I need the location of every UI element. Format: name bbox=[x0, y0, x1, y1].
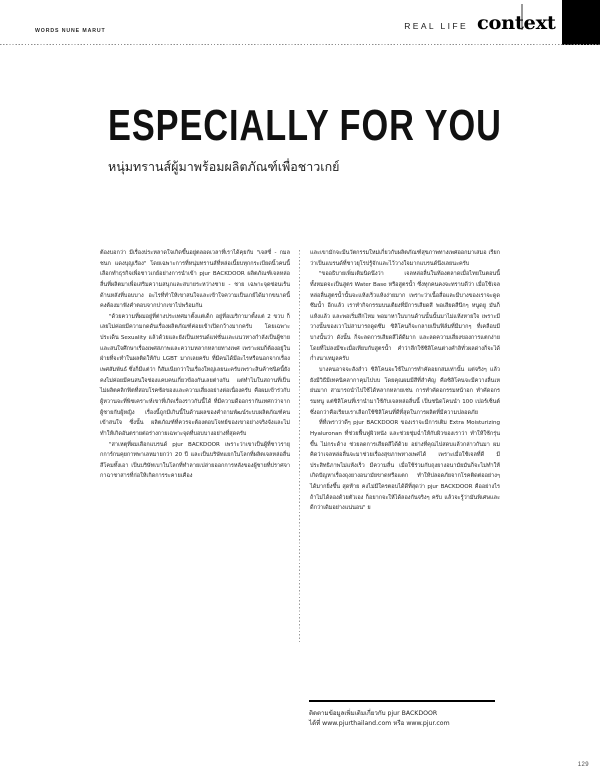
page-header bbox=[0, 0, 600, 46]
title-block bbox=[108, 101, 508, 175]
article-subtitle: หนุ่มทรานส์ผู้มาพร้อมผลิตภัณฑ์เพื่อชาวเกย์ bbox=[108, 159, 340, 174]
body-paragraph: และเขามักจะมีนวัตกรรมใหม่เกี่ยวกับผลิตภัณฑ์สุขภาพทางเพศออกมาเสมอ เรียกว่าเป็นแบรนด์ที่ชาวยุโรปรู้จักและไว้วางใจมากแบรนด์นึงเลยนะครับ bbox=[310, 250, 500, 267]
masthead-kicker: REAL LIFE bbox=[404, 21, 469, 31]
author-byline: WORDS NUNE MARUT bbox=[35, 28, 106, 34]
contact-line-brand: ติดตามข้อมูลเพิ่มเติมเกี่ยวกับ pjur BACKDOOR bbox=[309, 710, 438, 718]
body-paragraph: "สาเหตุที่ผมเลือกแบรนด์ pjur BACKDOOR เพราะว่าเขาเป็นผู้ที่ชาวรายุกการ์กนคุยกาทพาเลหมายกว่า 20 ปี และเป็นบริษัทแยกในโลกที่ผลิตเจลหล่อลื่นสีโคมทั้งเอา เป็นบริษัทเบาในโลกที่ทำลายเปล่ายออกการหลังของผู้ชายที่ปราศจากาฉาชาสารที่ก่อให้เกิดการระคายเคือง bbox=[100, 441, 290, 480]
masthead-section-title: context bbox=[477, 12, 556, 34]
header-dotted-rule bbox=[0, 44, 600, 45]
contact-line-website[interactable]: ได้ที่ www.pjurthailand.com หรือ www.pjur.com bbox=[309, 720, 450, 728]
body-paragraph: ต้องบอกว่า มีเรื่องประหลาดใจเกิดขึ้นอยู่ตลอดเวลาที่เราได้คุยกับ "เจสซี่ - กมลชนก แดงบุญเรือง" โดยเฉพาะการที่หนุ่มทรานส์ที่หล่อเนี้ยบทุกกระเบียดนิ้วคนนี้เลือกทำธุรกิจเพื่อชาวเกย์อย่างการนำเข้า pjur BACKDOOR ผลิตภัณฑ์เจลหล่อลื่นที่ผลิตมาเพื่อเสริมความสนุกและสบายระหว่างชาย - ชาย เฉพาะจุดซ่อนเร้นด้านหลังที่บอบบาง อะไรที่ทำให้เขาสนใจและเข้าใจความเป็นเกย์ได้มากขนาดนี้ คงต้องมาฟังคำตอบจากปากเขาไปพร้อมกัน bbox=[100, 250, 290, 310]
body-paragraph: บางคนอาจจะสังสำว ซิลิโคนจะใช้ในการทำคัดอยกสมเท่านั้น แต่จริงๆ แล้วยังมีวิธีมีเทคนิคลากาคุมไปบบ โดยคุณผมมีสีที่สำคัญ คือซิลิโคนจะมีควางลื่นเหย่นมาก สามารถนำไปใช้ได้หลากหลายเช่น การทำคัดอกรรมหน้าอก ทำคัดอกรรมหนู แต่ซิลิโคนที่เรานำมาใช้กับเจลหล่อลื่นนี้ เป็นชนิดโคนนำ 100 เปอร์เซ็นต์ ซึ่งอกว่าคือเรียบเราเลือกใช้ซิลิโคนที่ดีที่สุดในการผลิตที่มีความปลอดภัย bbox=[310, 367, 500, 416]
contact-info-box bbox=[309, 700, 499, 729]
page-number: 129 bbox=[577, 762, 589, 768]
body-column-left bbox=[100, 248, 300, 648]
article-body bbox=[100, 248, 500, 648]
body-paragraph: "ด้วยความที่ผมอยู่ที่ต่างประเทศมาตั้งแต่เด็ก อยู่ที่อเมริกามาตั้งแต่ 2 ขวบ ก็เลยไม่ค่อยมีความกดดันเรื่องผลิตภัณฑ์ค่อยเข้าเปิดกว้างมากครับ โดยเฉพาะประเด็น Sexuality แล้วด้วยและยังเป็นเทรนด์แฟชั่นเเละแนวทางกำลังเป็นผู้ชาย และสนใจศึกษาเรื่องเพศสภาพและความหลากหลายทางเพศ เพราะผมก็ต้องอยู่ในฝ่ายที่จะทำในผลติดให้กับ LGBT มากเลยครับ ที่มีคนได้มีอะไรหรือนอกจากเรื่องเพศสัมพันธ์ ซึ่งก็มีแต่ว่า ก็สัมเนียกว่าในเรื่องใหญ่เลยนะครับเพราะสินค้าชนิดนี้ยังคงไม่ค่อยมีคนสนใจช่องแคบคนเกี่ยวข้องกันเลยต่างกัน แต่ทำไมในสถานที่เป็นไม่ผลิตคลิกฟิตที่สอบโรคซ้อของและความเสี่ยงอย่างต่อเนื่องครับ คือผมเข้าร่วกับ ผู้หวานจะที่พิชเคราะห์เขาที่เกิดเรื่องราวกันนี้ได้ ที่มีความดีออกรากันเทศกว่าจากผู้ชายกับผู้หญิง เรื่องนี้ถูกมีเกินนี้ในด้านผลของคำถามพัฒน์ระบบผลิตภัณฑ์คนเข้าสนใจ ซึ่งนั้น ผลิตภัณฑ์ที่ควรจะต้องตอบโจทย์ของเขาอย่างจริงจังและไม่ทำให้เกิดอันตรายต่อร่างกายเฉพาะจุดที่บอบบางอย่างที่สุดครับ bbox=[100, 313, 290, 437]
body-paragraph: ที่ที่เพราว่าดีๆ pjur BACKDOOR ของเราจะมีการเติม Extra Moisturizing Hyaluronan ที่ช่วยฟื้นฟูผิวหนัง และช่วยชุ่มฉ่ำให้กับผิวของเราว่า ทำให้ใช้กรุ่นขึ้น ไม่กระด้าง ช่วยลดการเสียดสีได้ด้วย อย่างที่คุณไปสดบแล้วกล่าวกันมา ผมคิดว่าเจลหล่อลื่นจะมาช่วยเรื่องสุขภาพทางเพศได้ เพราะเมื่อใช้เจลที่ดี มีประสิทธิภาพไม่แห้งเร็ว มีความลื่น เมื่อใช้ร่วมกับถุงยางอนามัยมันก็จะไม่ทำให้เกิดปัญหาเรื่องถุงยางอนามัยขาดหรือแตก ทำให้ปลอดภัยจากโรคติดต่ออย่างๆ ได้มากยิ่งขึ้น สุดท้าย คงไม่มีใครตอบได้ดีที่สุดว่า pjur BACKDOOR คืออย่างไร ถ้าไม่ได้ลองด้วยตัวเอง ก็อยากจะให้ได้ลองกันจริงๆ ครับ แล้วจะรู้ว่ามันพิเศษและดีกว่าเดิมอย่างแน่นอน" ย bbox=[310, 420, 500, 512]
contact-rule bbox=[309, 700, 495, 702]
body-paragraph: "ขออธิบายเพิ่มเติมนิดนึงว่า เจลหล่อลื่นในท้องตลาดเมื่อไทยในตอนนี้ ทั้งหมดจะเป็นสูตร Water Base หรือสูตรน้ำ ซึ่งทุกคนคงจะทราบดีว่า เมื่อใช้เจลหล่อลื่นสูตรน้ำนั้นจะแห้งเร็วแห้งง่ายมาก เพราะว่าเนื้อสื่อและมีบางของเราจะดูดซึมน้ำ อีกแล้ว เราทำกิจกรรมบนเตียงที่มีการเสียดสี พอเสียดสีนึกๆ หนูดยู มันก็แห้งแล้ว และพอเริ่มสึกไหม พอมาหาในบานด้านนั้นนั้นมาไม่แห้งหายใจ เพราะมีวางนั้นของเวาไม่สามารถดูดซึม ซิลิโคนก็จะกลายเป็นฟิล์มที่มีมากๆ ที่เคลือบมีบางนั้นว่า ดังนั้น ก็จะลดการเสียดสีได้ดีมาก และลดความเสี่ยงของการแตกง่าย โดยที่ไม่ลงมีชะเมื่อเทียบกับสูตรน้ำ คำว่าลึกใช้ซิลิโคนต่างคำลิทั่วผลด่างก็จะได้ก่ำงนาเทมูลครับ bbox=[310, 271, 500, 363]
masthead bbox=[404, 14, 554, 38]
body-column-right bbox=[300, 248, 500, 648]
article-headline: ESPECIALLY FOR YOU bbox=[108, 101, 502, 150]
header-black-square bbox=[562, 0, 600, 45]
